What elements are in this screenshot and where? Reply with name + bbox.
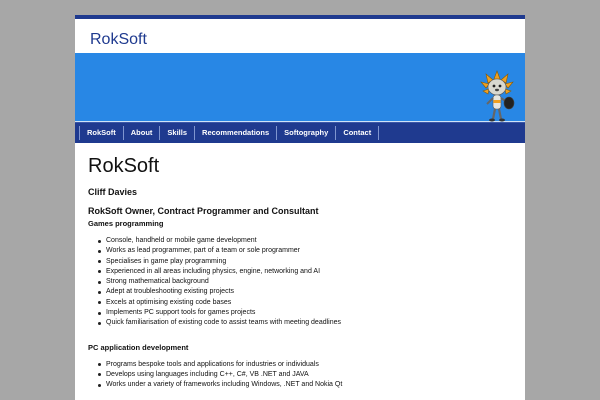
section-heading-games: Games programming xyxy=(88,219,164,228)
main-content xyxy=(75,155,525,391)
lion-mascot-icon xyxy=(477,69,517,125)
nav-item-skills[interactable]: Skills xyxy=(160,126,195,140)
list-item: Adept at troubleshooting existing projects xyxy=(98,287,512,297)
list-item: Develops using languages including C++, C#, VB .NET and JAVA xyxy=(98,370,512,380)
list-item: Works under a variety of frameworks including Windows, .NET and Nokia Qt xyxy=(98,380,512,390)
nav-item-roksoft[interactable]: RokSoft xyxy=(79,126,124,140)
section-heading-pc: PC application development xyxy=(88,342,189,352)
list-item: Implements PC support tools for games projects xyxy=(98,308,512,318)
author-name: Cliff Davies xyxy=(88,187,138,197)
list-item: Experienced in all areas including physics, engine, networking and AI xyxy=(98,267,512,277)
site-title-link[interactable]: RokSoft xyxy=(90,31,147,48)
site-header xyxy=(75,19,525,53)
nav-item-softography[interactable]: Softography xyxy=(277,126,336,140)
games-skills-list xyxy=(88,236,512,329)
list-item: Quick familiarisation of existing code to assist teams with meeting deadlines xyxy=(98,318,512,328)
nav-item-about[interactable]: About xyxy=(124,126,161,140)
page xyxy=(75,15,525,400)
nav-item-contact[interactable]: Contact xyxy=(336,126,379,140)
header-banner xyxy=(75,53,525,122)
list-item: Programs bespoke tools and applications for industries or individuals xyxy=(98,360,512,370)
nav-item-recommendations[interactable]: Recommendations xyxy=(195,126,277,140)
author-role: RokSoft Owner, Contract Programmer and Consultant xyxy=(88,206,319,216)
page-title: RokSoft xyxy=(88,155,160,177)
list-item: Excels at optimising existing code bases xyxy=(98,298,512,308)
list-item: Works as lead programmer, part of a team or sole programmer xyxy=(98,246,512,256)
main-nav xyxy=(75,122,525,143)
list-item: Specialises in game play programming xyxy=(98,257,512,267)
list-item: Console, handheld or mobile game development xyxy=(98,236,512,246)
pc-skills-list xyxy=(88,360,512,391)
list-item: Strong mathematical background xyxy=(98,277,512,287)
